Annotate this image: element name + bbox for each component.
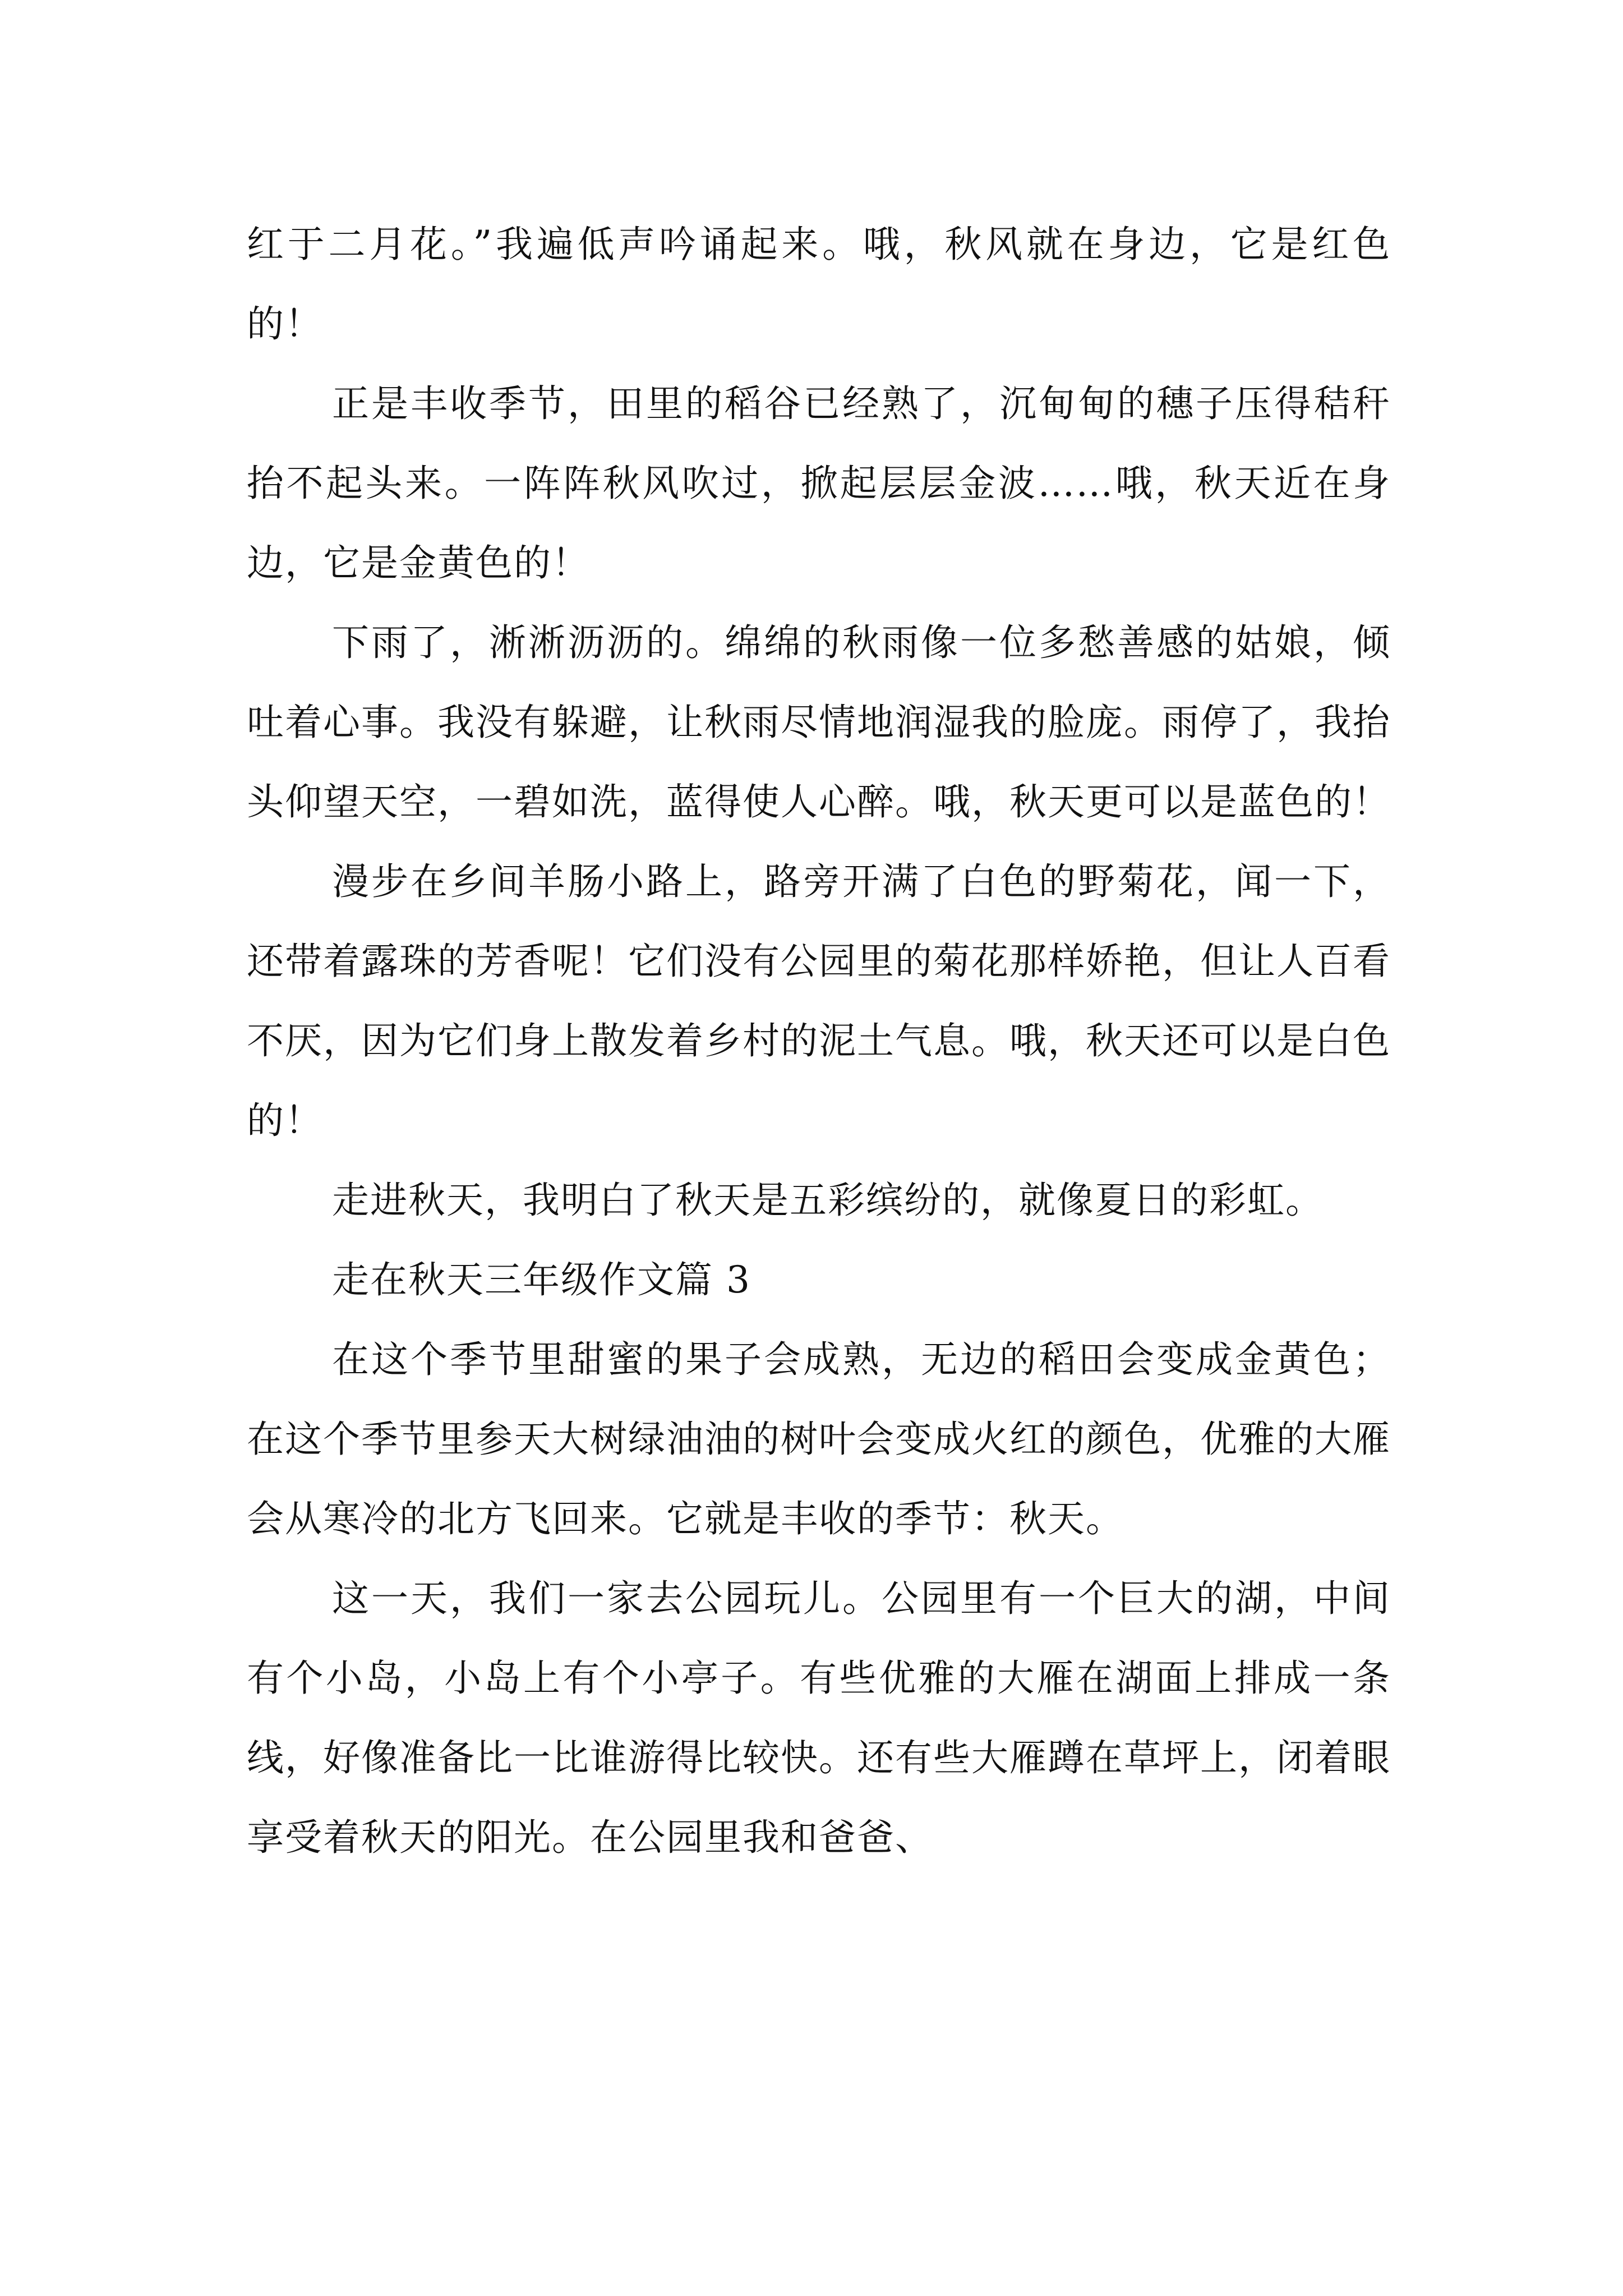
paragraph-7: 这一天，我们一家去公园玩儿。公园里有一个巨大的湖，中间有个小岛，小岛上有个小亭子。有些优雅的大雁在湖面上排成一条线，好像准备比一比谁游得比较快。还有些大雁蹲在草坪上，闭着眼享受着秋天的阳光。在公园里我和爸爸、 (247, 1577, 1391, 1859)
paragraph-4: 漫步在乡间羊肠小路上，路旁开满了白色的野菊花，闻一下，还带着露珠的芳香呢！它们没有公园里的菊花那样娇艳，但让人百看不厌，因为它们身上散发着乡村的泥土气息。哦，秋天还可以是白色的！ (247, 860, 1391, 1142)
paragraph-5: 走进秋天，我明白了秋天是五彩缤纷的，就像夏日的彩虹。 (332, 1179, 1324, 1222)
paragraph-6: 在这个季节里甜蜜的果子会成熟，无边的稻田会变成金黄色；在这个季节里参天大树绿油油的树叶会变成火红的颜色，优雅的大雁会从寒冷的北方飞回来。它就是丰收的季节：秋天。 (247, 1338, 1391, 1540)
paragraph-1: 红于二月花。”我遍低声吟诵起来。哦，秋风就在身边，它是红色的！ (247, 223, 1391, 346)
paragraph-3: 下雨了，淅淅沥沥的。绵绵的秋雨像一位多愁善感的姑娘，倾吐着心事。我没有躲避，让秋雨尽情地润湿我的脸庞。雨停了，我抬头仰望天空，一碧如洗，蓝得使人心醉。哦，秋天更可以是蓝色的！ (247, 621, 1391, 823)
document-body (247, 205, 1391, 1878)
paragraph-2: 正是丰收季节，田里的稻谷已经熟了，沉甸甸的穗子压得秸秆抬不起头来。一阵阵秋风吹过，掀起层层金波……哦，秋天近在身边，它是金黄色的！ (247, 382, 1391, 585)
section-heading: 走在秋天三年级作文篇 3 (332, 1258, 751, 1301)
